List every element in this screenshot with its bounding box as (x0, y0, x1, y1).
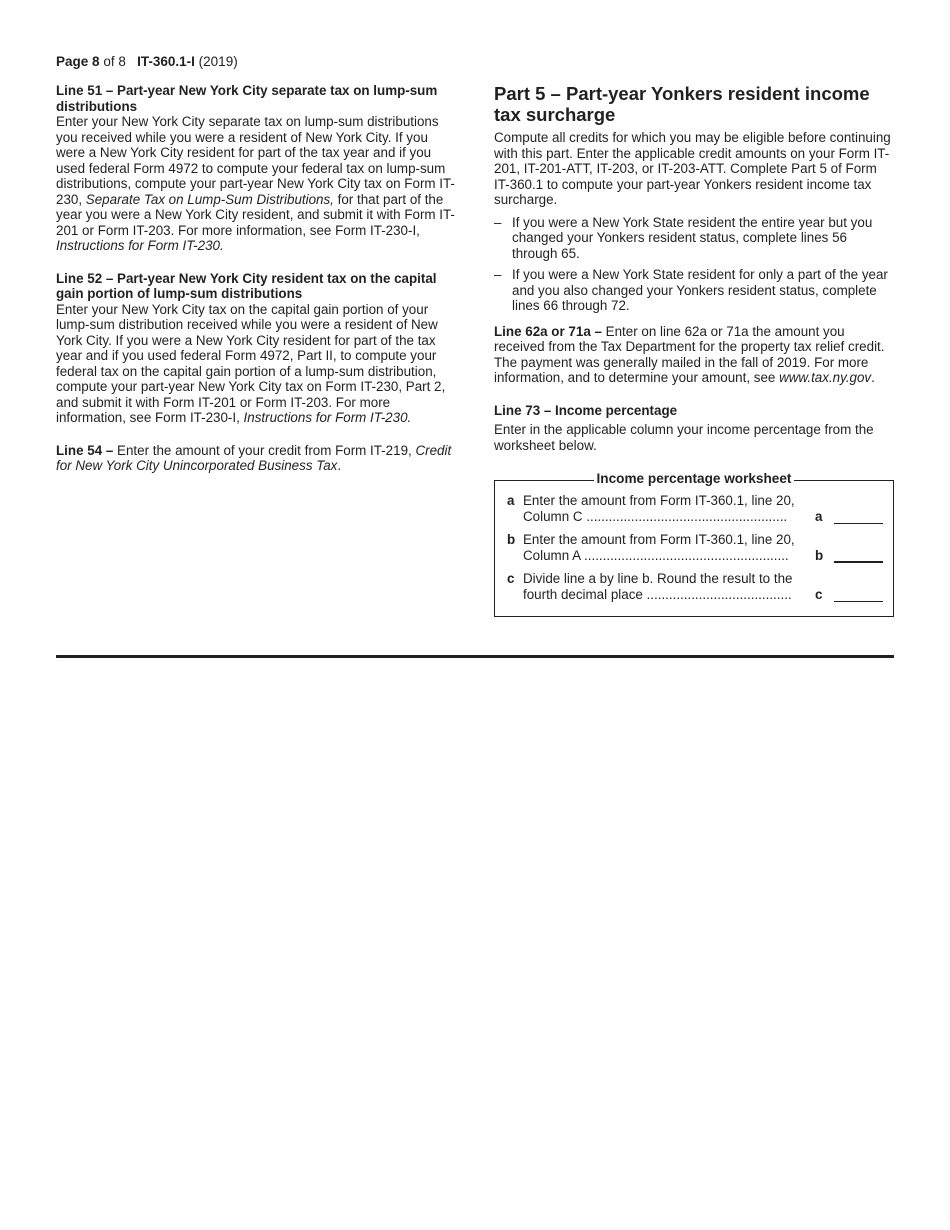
line54-section (56, 443, 458, 474)
line52-heading: Line 52 – Part-year New York City resident tax on the capital gain portion of lump-sum distributions (56, 270, 437, 301)
row-end-letter: b (815, 547, 824, 563)
left-column (56, 83, 458, 491)
row-end-letter: c (815, 586, 823, 602)
part5-intro: Compute all credits for which you may be eligible before continuing with this part. Enter the applicable credit amounts on your Form IT-201, IT-201-ATT, IT-203, or IT-203-ATT. Complete Part 5 of Form IT-360.1 to compute your part-year Yonkers resident income tax surcharge. (494, 130, 891, 207)
list-item: – If you were a New York State resident the entire year but you changed your Yonkers resident status, complete lines 56 through 65. (494, 214, 873, 261)
row-text: Enter the amount from Form IT-360.1, line 20, (523, 532, 795, 547)
form-year: (2019) (198, 54, 238, 69)
line51-body: Enter your New York City separate tax on lump-sum distributions you received while you were a resident of New York City. If you were a New York City resident for part of the tax year and if you used federal Form 4972 to compute your federal tax on lump-sum distributions, compute your part-year New York City tax on Form IT-230, Separate Tax on Lump-Sum Distributions, for that part of the year you were a New York City resident, and submit it with Form IT-201 or Form IT-203. For more information, see Form IT-230-I, Instructions for Form IT-230. (56, 114, 455, 253)
part5-title: Part 5 – Part-year Yonkers resident income tax surcharge (494, 83, 870, 125)
line62-section (494, 324, 894, 386)
section-divider-rule (56, 655, 894, 658)
worksheet-row-a (507, 493, 883, 524)
row-text-continued: fourth decimal place ....................................... (523, 586, 792, 602)
worksheet-row-b (507, 532, 883, 563)
entry-line-c[interactable] (834, 589, 883, 602)
line54-body: Line 54 – Enter the amount of your credit from Form IT-219, Credit for New York City Unincorporated Business Tax. (56, 442, 452, 473)
row-letter: a (507, 493, 515, 508)
row-text-continued: Column A ....................................................... (523, 547, 789, 563)
page-of: of 8 (103, 54, 126, 69)
line73-body: Enter in the applicable column your income percentage from the worksheet below. (494, 422, 874, 453)
row-text: Divide line a by line b. Round the result to the (523, 571, 793, 586)
right-column (494, 83, 894, 617)
worksheet-title: Income percentage worksheet (594, 471, 795, 486)
row-text-continued: Column C ...................................................... (523, 508, 788, 524)
part5-bullets (494, 215, 894, 314)
income-percentage-worksheet (494, 471, 894, 617)
row-text: Enter the amount from Form IT-360.1, line 20, (523, 493, 795, 508)
line73-section (494, 403, 894, 454)
line52-body: Enter your New York City tax on the capital gain portion of your lump-sum distribution received while you were a resident of New York City. If you were a New York City resident for part of the tax year and if you used federal Form 4972, Part II, to compute your federal tax on the capital gain portion of a lump-sum distribution, compute your part-year New York City tax on Form IT-230, Part 2, and submit it with Form IT-201 or Form IT-203. For more information, see Form IT-230-I, Instructions for Form IT-230. (56, 301, 446, 425)
worksheet-row-c (507, 571, 883, 602)
line62-heading: Line 62a or 71a – (494, 323, 602, 339)
page-number: 8 (92, 54, 100, 69)
form-id: IT-360.1-I (137, 54, 195, 69)
entry-line-a[interactable] (834, 511, 883, 524)
entry-line-b[interactable] (834, 549, 883, 563)
row-letter: c (507, 571, 515, 586)
line54-heading: Line 54 – (56, 442, 114, 458)
line51-section (56, 83, 458, 254)
line51-heading: Line 51 – Part-year New York City separate tax on lump-sum distributions (56, 83, 438, 114)
row-letter: b (507, 532, 516, 547)
list-item: – If you were a New York State resident for only a part of the year and you also changed your Yonkers resident status, complete lines 66 through 72. (494, 267, 888, 313)
page-label: Page (56, 54, 89, 69)
page-header (56, 53, 238, 70)
line52-section (56, 271, 458, 426)
line73-heading: Line 73 – Income percentage (494, 402, 678, 418)
row-end-letter: a (815, 508, 823, 524)
line62-body: Line 62a or 71a – Enter on line 62a or 71a the amount you received from the Tax Department for the property tax relief credit. The payment was generally mailed in the fall of 2019. For more information, and to determine your amount, see www.tax.ny.gov. (494, 323, 885, 385)
